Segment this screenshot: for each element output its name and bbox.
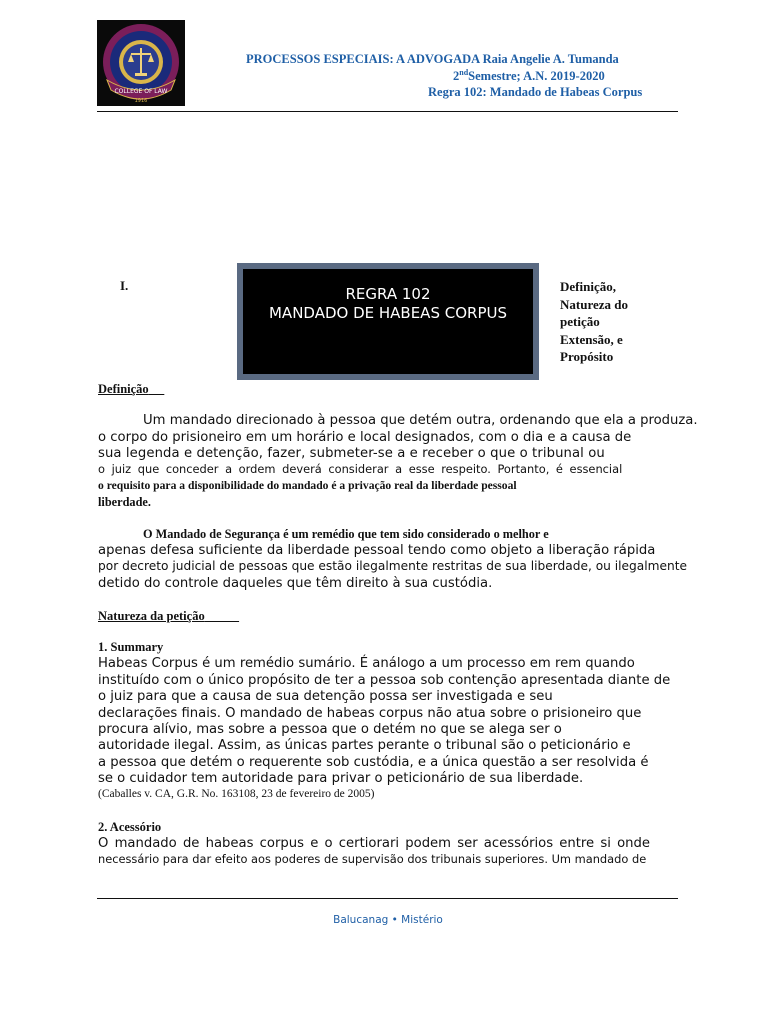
definition-heading-text: Definição — [98, 382, 149, 396]
header-line-2 — [453, 68, 605, 84]
summary-line: procura alívio, mas sobre a pessoa que o detém no que se alega ser o — [98, 722, 562, 737]
footer-text: Balucanag • Mistério — [333, 914, 443, 926]
definition-line: Um mandado direcionado à pessoa que detém outra, ordenando que ela a produza. — [143, 413, 698, 428]
header-line-3: Regra 102: Mandado de Habeas Corpus — [428, 85, 643, 99]
section-side-topics — [560, 278, 628, 366]
accessory-title: 2. Acessório — [98, 820, 162, 834]
header-rule — [97, 111, 678, 112]
section-numeral: I. — [120, 278, 129, 293]
svg-text:COLLEGE OF LAW: COLLEGE OF LAW — [114, 88, 168, 95]
summary-title: 1. Summary — [98, 640, 164, 654]
definition-line: o requisito para a disponibilidade do mandado é a privação real da liberdade pessoal — [98, 479, 517, 492]
summary-line: instituído com o único propósito de ter a pessoa sob contenção apresentada diante de — [98, 673, 671, 688]
definition-line: sua legenda e detenção, fazer, submeter-se a e receber o que o tribunal ou — [98, 446, 605, 461]
side-topic: Extensão, e — [560, 331, 623, 347]
header-ordinal-suffix: nd — [459, 68, 469, 77]
summary-line: a pessoa que detém o requerente sob custódia, e a única questão a ser resolvida é — [98, 755, 649, 770]
side-topic: Natureza do — [560, 296, 629, 312]
college-logo — [97, 20, 185, 106]
side-topic: Definição, — [560, 279, 616, 294]
title-rule-number: REGRA 102 — [345, 285, 431, 303]
definition-line: liberdade. — [98, 495, 151, 509]
accessory-line: O mandado de habeas corpus e o certiorari podem ser acessórios entre si onde — [98, 836, 650, 851]
case-citation: (Caballes v. CA, G.R. No. 163108, 23 de fevereiro de 2005) — [98, 788, 375, 800]
summary-line: se o cuidador tem autoridade para privar o peticionário de sua liberdade. — [98, 771, 584, 786]
header-line-1: PROCESSOS ESPECIAIS: A ADVOGADA Raia Angelie A. Tumanda — [246, 52, 619, 66]
nature-heading-text: Natureza da petição — [98, 609, 205, 623]
summary-line: declarações finais. O mandado de habeas corpus não atua sobre o prisioneiro que — [98, 706, 642, 721]
definition-heading — [98, 382, 164, 397]
svg-text:1916: 1916 — [134, 98, 148, 104]
definition-line: detido do controle daqueles que têm direito à sua custódia. — [98, 576, 493, 591]
title-box — [237, 263, 539, 380]
footer-rule — [97, 898, 678, 899]
accessory-line: necessário para dar efeito aos poderes de supervisão dos tribunais superiores. Um mandado de — [98, 852, 647, 866]
summary-line: o juiz para que a causa de sua detenção possa ser investigada e seu — [98, 689, 553, 704]
definition-line: O Mandado de Segurança é um remédio que tem sido considerado o melhor e — [143, 527, 549, 541]
heading-underline-tail — [149, 382, 165, 396]
definition-line: o corpo do prisioneiro em um horário e local designados, com o dia e a causa de — [98, 430, 632, 445]
heading-underline-tail — [205, 609, 239, 623]
summary-line: Habeas Corpus é um remédio sumário. É análogo a um processo em rem quando — [98, 656, 635, 671]
definition-line: por decreto judicial de pessoas que estão ilegalmente restritas de sua liberdade, ou ilegalmente — [98, 559, 688, 573]
title-rule-name: MANDADO DE HABEAS CORPUS — [268, 304, 507, 322]
nature-heading — [98, 609, 239, 624]
definition-line: apenas defesa suficiente da liberdade pessoal tendo como objeto a liberação rápida — [98, 543, 656, 558]
header-semester-text: Semestre; A.N. 2019-2020 — [468, 69, 605, 84]
college-seal-icon — [97, 20, 185, 106]
definition-line: o juiz que conceder a ordem deverá considerar a esse respeito. Portanto, é essencial — [98, 462, 623, 476]
title-box-inner — [243, 269, 533, 374]
side-topic: petição — [560, 314, 600, 329]
side-topic: Propósito — [560, 349, 614, 364]
header-ordinal-number: 2 — [453, 69, 460, 84]
summary-line: autoridade ilegal. Assim, as únicas partes perante o tribunal são o peticionário e — [98, 738, 631, 753]
